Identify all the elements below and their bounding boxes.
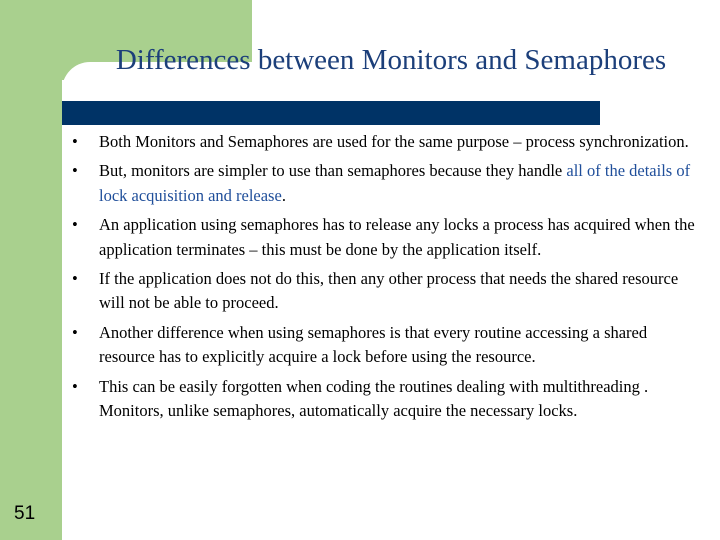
bullet-list: [72, 130, 702, 428]
bullet-icon: •: [72, 161, 78, 181]
bullet-text: If the application does not do this, then any other process that needs the shared resource will not be able to proceed.: [99, 269, 679, 313]
bullet-highlight-text: all of the details of lock acquisition and release: [99, 161, 691, 205]
bullet-item-2: [72, 159, 702, 208]
bullet-icon: •: [72, 322, 78, 342]
sidebar-decoration: [0, 0, 62, 540]
bullet-text: This can be easily forgotten when coding the routines dealing with multithreading . Monitors, unlike semaphores, automatically acquire the necessary locks.: [99, 376, 649, 420]
title-underline-bar: [62, 101, 600, 125]
bullet-text-end: .: [281, 185, 286, 205]
bullet-item-5: [72, 321, 702, 370]
bullet-icon: •: [72, 269, 78, 289]
bullet-text: Another difference when using semaphores is that every routine accessing a shared resource has to explicitly acquire a lock before using the resource.: [99, 322, 648, 367]
bullet-item-3: [72, 213, 702, 262]
bullet-item-1: [72, 130, 702, 154]
page-number: 51: [14, 503, 36, 524]
slide-title: Differences between Monitors and Semaphores: [115, 44, 667, 76]
bullet-icon: •: [72, 215, 78, 235]
bullet-text: But, monitors are simpler to use than semaphores because they handle: [99, 161, 567, 181]
bullet-text: Both Monitors and Semaphores are used for the same purpose – process synchronization.: [99, 132, 689, 151]
bullet-item-6: [72, 375, 702, 424]
bullet-text: An application using semaphores has to release any locks a process has acquired when the application terminates – this must be done by the application itself.: [99, 215, 695, 259]
bullet-icon: •: [72, 132, 78, 151]
bullet-icon: •: [72, 376, 78, 396]
bullet-item-4: [72, 267, 702, 316]
